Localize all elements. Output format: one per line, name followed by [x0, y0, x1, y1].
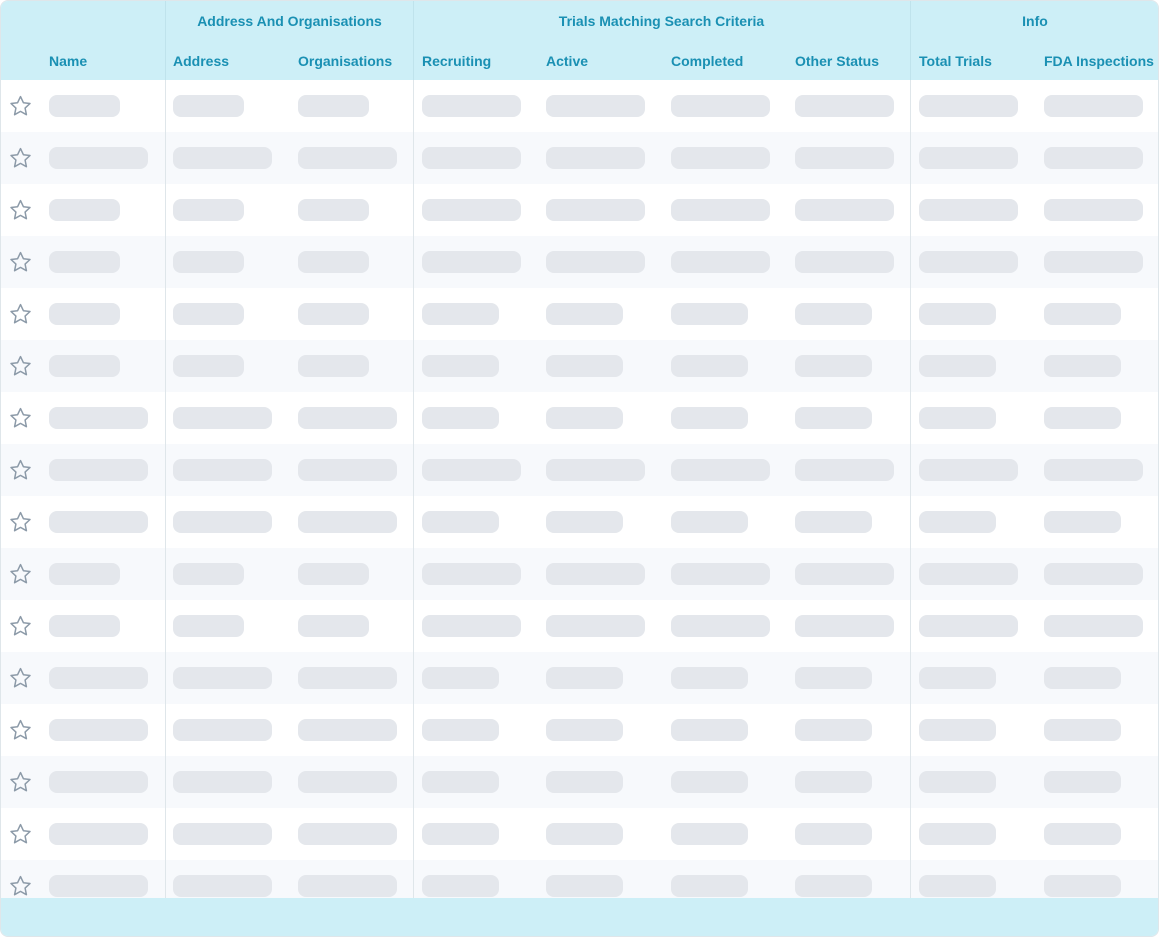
skeleton-cell: [546, 563, 645, 585]
skeleton-cell: [671, 511, 748, 533]
favorite-star-icon[interactable]: [8, 822, 33, 846]
skeleton-cell: [546, 355, 623, 377]
favorite-star-icon[interactable]: [8, 874, 33, 898]
skeleton-cell: [546, 511, 623, 533]
table-row[interactable]: [1, 132, 1159, 184]
column-header-name[interactable]: Name: [49, 52, 88, 69]
group-address-organisations: Address And Organisations: [197, 13, 382, 29]
column-header-fda-inspections[interactable]: FDA Inspections: [1044, 52, 1154, 69]
skeleton-cell: [49, 459, 148, 481]
skeleton-cell: [795, 719, 872, 741]
skeleton-cell: [173, 147, 272, 169]
skeleton-cell: [298, 511, 397, 533]
skeleton-cell: [795, 771, 872, 793]
skeleton-cell: [919, 771, 996, 793]
header-divider: [165, 1, 166, 80]
skeleton-cell: [919, 719, 996, 741]
skeleton-cell: [546, 407, 623, 429]
skeleton-cell: [671, 615, 770, 637]
skeleton-cell: [422, 771, 499, 793]
table-row[interactable]: [1, 548, 1159, 600]
skeleton-cell: [173, 615, 244, 637]
column-header-organisations[interactable]: Organisations: [298, 52, 393, 69]
skeleton-cell: [422, 823, 499, 845]
column-header-recruiting[interactable]: Recruiting: [422, 52, 492, 69]
skeleton-cell: [795, 199, 894, 221]
skeleton-cell: [422, 355, 499, 377]
skeleton-cell: [671, 823, 748, 845]
skeleton-cell: [422, 303, 499, 325]
skeleton-cell: [919, 667, 996, 689]
skeleton-cell: [546, 719, 623, 741]
table-row[interactable]: [1, 756, 1159, 808]
skeleton-cell: [298, 355, 369, 377]
skeleton-cell: [1044, 147, 1143, 169]
skeleton-cell: [173, 719, 272, 741]
skeleton-cell: [298, 303, 369, 325]
skeleton-cell: [49, 719, 148, 741]
skeleton-cell: [546, 771, 623, 793]
skeleton-cell: [1044, 199, 1143, 221]
column-header-other-status[interactable]: Other Status: [795, 52, 880, 69]
skeleton-cell: [671, 199, 770, 221]
skeleton-cell: [546, 875, 623, 897]
header-divider: [910, 1, 911, 80]
header-divider: [413, 1, 414, 80]
skeleton-cell: [795, 355, 872, 377]
skeleton-cell: [49, 95, 120, 117]
skeleton-cell: [173, 875, 272, 897]
column-divider: [413, 80, 414, 898]
skeleton-cell: [49, 511, 148, 533]
skeleton-cell: [671, 459, 770, 481]
table-row[interactable]: [1, 808, 1159, 860]
favorite-star-icon[interactable]: [8, 666, 33, 690]
skeleton-cell: [1044, 719, 1121, 741]
skeleton-cell: [795, 667, 872, 689]
table-row[interactable]: [1, 236, 1159, 288]
skeleton-cell: [422, 615, 521, 637]
skeleton-cell: [173, 251, 244, 273]
skeleton-cell: [546, 199, 645, 221]
skeleton-cell: [49, 407, 148, 429]
favorite-star-icon[interactable]: [8, 718, 33, 742]
skeleton-cell: [298, 875, 397, 897]
skeleton-cell: [422, 667, 499, 689]
table-row[interactable]: [1, 80, 1159, 132]
skeleton-cell: [173, 823, 272, 845]
skeleton-cell: [1044, 771, 1121, 793]
skeleton-cell: [795, 615, 894, 637]
skeleton-cell: [671, 407, 748, 429]
skeleton-cell: [546, 823, 623, 845]
favorite-star-icon[interactable]: [8, 562, 33, 586]
skeleton-cell: [422, 95, 521, 117]
skeleton-cell: [49, 355, 120, 377]
favorite-star-icon[interactable]: [8, 510, 33, 534]
skeleton-cell: [919, 251, 1018, 273]
skeleton-cell: [795, 511, 872, 533]
skeleton-cell: [173, 771, 272, 793]
skeleton-cell: [49, 667, 148, 689]
skeleton-cell: [1044, 875, 1121, 897]
skeleton-cell: [671, 667, 748, 689]
column-header-completed[interactable]: Completed: [671, 52, 744, 69]
column-header-address[interactable]: Address: [173, 52, 230, 69]
table-row[interactable]: [1, 444, 1159, 496]
table-row[interactable]: [1, 704, 1159, 756]
skeleton-cell: [1044, 95, 1143, 117]
skeleton-cell: [422, 407, 499, 429]
skeleton-cell: [298, 771, 397, 793]
skeleton-cell: [919, 147, 1018, 169]
skeleton-cell: [1044, 355, 1121, 377]
skeleton-cell: [298, 147, 397, 169]
table-row[interactable]: [1, 184, 1159, 236]
table-header: [1, 1, 1159, 80]
skeleton-cell: [49, 771, 148, 793]
favorite-star-icon[interactable]: [8, 458, 33, 482]
skeleton-cell: [49, 823, 148, 845]
skeleton-cell: [1044, 251, 1143, 273]
skeleton-cell: [422, 147, 521, 169]
skeleton-cell: [919, 355, 996, 377]
favorite-star-icon[interactable]: [8, 770, 33, 794]
skeleton-cell: [919, 95, 1018, 117]
skeleton-cell: [173, 199, 244, 221]
column-header-active[interactable]: Active: [546, 52, 589, 69]
skeleton-cell: [298, 199, 369, 221]
table-row[interactable]: [1, 860, 1159, 898]
skeleton-cell: [795, 147, 894, 169]
skeleton-cell: [173, 459, 272, 481]
skeleton-cell: [173, 563, 244, 585]
table-row[interactable]: [1, 288, 1159, 340]
skeleton-cell: [1044, 615, 1143, 637]
skeleton-cell: [422, 511, 499, 533]
skeleton-cell: [919, 407, 996, 429]
column-divider: [910, 80, 911, 898]
skeleton-cell: [795, 823, 872, 845]
skeleton-cell: [422, 563, 521, 585]
skeleton-cell: [422, 251, 521, 273]
favorite-star-icon[interactable]: [8, 250, 33, 274]
skeleton-cell: [795, 459, 894, 481]
column-group-row: [1, 1, 1159, 41]
table-footer: [1, 898, 1159, 937]
skeleton-cell: [546, 251, 645, 273]
skeleton-cell: [422, 459, 521, 481]
skeleton-cell: [919, 303, 996, 325]
skeleton-cell: [173, 511, 272, 533]
skeleton-cell: [671, 147, 770, 169]
skeleton-cell: [298, 719, 397, 741]
table-body: [1, 80, 1159, 898]
skeleton-cell: [298, 407, 397, 429]
skeleton-cell: [546, 459, 645, 481]
table-row[interactable]: [1, 652, 1159, 704]
skeleton-cell: [298, 95, 369, 117]
skeleton-cell: [546, 667, 623, 689]
skeleton-cell: [1044, 511, 1121, 533]
skeleton-cell: [671, 563, 770, 585]
column-header-row: [1, 41, 1159, 80]
group-info: Info: [1022, 13, 1048, 29]
favorite-star-icon[interactable]: [8, 146, 33, 170]
skeleton-cell: [795, 875, 872, 897]
skeleton-cell: [795, 95, 894, 117]
skeleton-cell: [1044, 459, 1143, 481]
skeleton-cell: [671, 355, 748, 377]
skeleton-cell: [919, 823, 996, 845]
favorite-star-icon[interactable]: [8, 406, 33, 430]
skeleton-cell: [422, 875, 499, 897]
column-header-total-trials[interactable]: Total Trials: [919, 52, 992, 69]
skeleton-cell: [422, 199, 521, 221]
skeleton-cell: [173, 303, 244, 325]
skeleton-cell: [298, 667, 397, 689]
skeleton-cell: [1044, 407, 1121, 429]
table-row[interactable]: [1, 340, 1159, 392]
skeleton-cell: [173, 667, 272, 689]
skeleton-cell: [298, 251, 369, 273]
skeleton-cell: [422, 719, 499, 741]
skeleton-cell: [919, 563, 1018, 585]
skeleton-cell: [671, 875, 748, 897]
skeleton-cell: [671, 719, 748, 741]
skeleton-cell: [671, 95, 770, 117]
table-row[interactable]: [1, 496, 1159, 548]
skeleton-cell: [298, 563, 369, 585]
favorite-star-icon[interactable]: [8, 302, 33, 326]
skeleton-cell: [546, 147, 645, 169]
skeleton-cell: [173, 407, 272, 429]
skeleton-cell: [1044, 667, 1121, 689]
skeleton-cell: [49, 251, 120, 273]
skeleton-cell: [49, 303, 120, 325]
skeleton-cell: [671, 303, 748, 325]
skeleton-cell: [298, 823, 397, 845]
skeleton-cell: [671, 251, 770, 273]
skeleton-cell: [919, 875, 996, 897]
table-row[interactable]: [1, 600, 1159, 652]
skeleton-cell: [49, 199, 120, 221]
favorite-star-icon[interactable]: [8, 94, 33, 118]
skeleton-cell: [298, 459, 397, 481]
skeleton-cell: [173, 95, 244, 117]
skeleton-cell: [919, 199, 1018, 221]
skeleton-cell: [49, 147, 148, 169]
skeleton-cell: [49, 875, 148, 897]
skeleton-cell: [546, 303, 623, 325]
skeleton-cell: [919, 615, 1018, 637]
skeleton-cell: [1044, 303, 1121, 325]
skeleton-cell: [1044, 563, 1143, 585]
column-divider: [165, 80, 166, 898]
skeleton-cell: [919, 459, 1018, 481]
favorite-star-icon[interactable]: [8, 354, 33, 378]
skeleton-cell: [795, 303, 872, 325]
skeleton-cell: [546, 615, 645, 637]
table-row[interactable]: [1, 392, 1159, 444]
skeleton-cell: [49, 563, 120, 585]
skeleton-cell: [795, 251, 894, 273]
skeleton-cell: [795, 563, 894, 585]
skeleton-cell: [795, 407, 872, 429]
skeleton-cell: [546, 95, 645, 117]
skeleton-cell: [919, 511, 996, 533]
favorite-star-icon[interactable]: [8, 614, 33, 638]
skeleton-cell: [1044, 823, 1121, 845]
skeleton-cell: [49, 615, 120, 637]
group-trials-matching: Trials Matching Search Criteria: [558, 13, 765, 29]
skeleton-cell: [298, 615, 369, 637]
favorite-star-icon[interactable]: [8, 198, 33, 222]
skeleton-cell: [671, 771, 748, 793]
skeleton-cell: [173, 355, 244, 377]
